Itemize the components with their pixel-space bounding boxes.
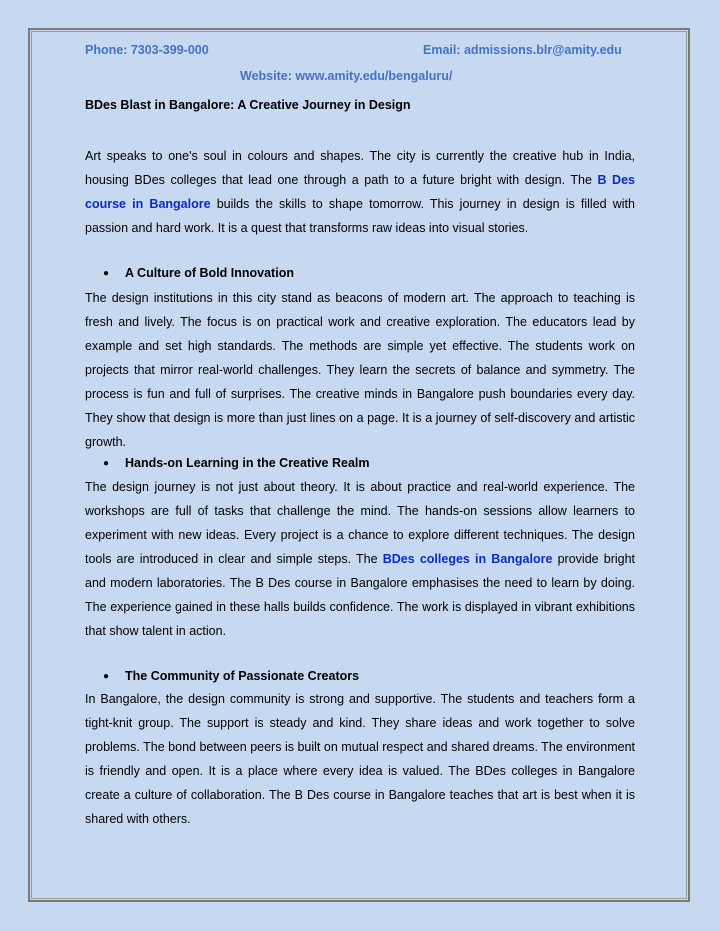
bullet-icon: ● [103, 671, 110, 682]
section-paragraph-culture: The design institutions in this city stand as beacons of modern art. The approach to teaching is fresh and lively. The focus is on practical work and creative exploration. The educators lead by example and set high standards. The methods are simple yet effective. The students work on projects that mirror real-world challenges. They learn the secrets of balance and symmetry. The process is fun and full of surprises. The creative minds in Bangalore push boundaries every day. They show that design is more than just lines on a page. It is a journey of self-discovery and artistic growth. [85, 291, 635, 449]
document-title: BDes Blast in Bangalore: A Creative Journey in Design [85, 98, 411, 112]
intro-text-after: builds the skills to shape tomorrow. This journey in design is filled with passion and hard work. It is a quest that transforms raw ideas into visual stories. [85, 197, 635, 235]
section-paragraph-hands-on [85, 475, 635, 643]
bullet-icon: ● [103, 458, 110, 469]
hands-on-text-after: provide bright and modern laboratories. The B Des course in Bangalore emphasises the need to learn by doing. The experience gained in these halls builds confidence. The work is displayed in vibrant exhibitions that show talent in action. [85, 552, 636, 638]
section-heading-text: Hands-on Learning in the Creative Realm [125, 456, 370, 470]
section-heading-text: The Community of Passionate Creators [125, 669, 360, 683]
email-text: Email: admissions.blr@amity.edu [423, 43, 622, 57]
bullet-icon: ● [103, 268, 110, 279]
b-des-course-link[interactable]: B Des course in Bangalore [85, 173, 635, 211]
intro-paragraph [85, 144, 635, 240]
hands-on-text-before: The design journey is not just about theory. It is about practice and real-world experience. The workshops are full of tasks that challenge the mind. The hands-on sessions allow learners to experiment with new ideas. Every project is a chance to explore different techniques. The design tools are introduced in clear and simple steps. The [85, 480, 635, 566]
section-heading-community [103, 669, 359, 683]
intro-text-before: Art speaks to one's soul in colours and shapes. The city is currently the creative hub in India, housing BDes colleges that lead one through a path to a future bright with design. The [85, 149, 635, 187]
section-heading-culture [103, 266, 294, 280]
section-heading-text: A Culture of Bold Innovation [125, 266, 294, 280]
phone-text: Phone: 7303-399-000 [85, 43, 209, 57]
website-text: Website: www.amity.edu/bengaluru/ [240, 69, 453, 83]
section-heading-hands-on [103, 456, 370, 470]
section-paragraph-community: In Bangalore, the design community is strong and supportive. The students and teachers form a tight-knit group. The support is steady and kind. They share ideas and work together to solve problems. The bond between peers is built on mutual respect and shared dreams. The environment is friendly and open. It is a place where every idea is valued. The BDes colleges in Bangalore create a culture of collaboration. The B Des course in Bangalore teaches that art is best when it is shared with others. [85, 692, 635, 826]
bdes-colleges-link[interactable]: BDes colleges in Bangalore [382, 552, 553, 566]
